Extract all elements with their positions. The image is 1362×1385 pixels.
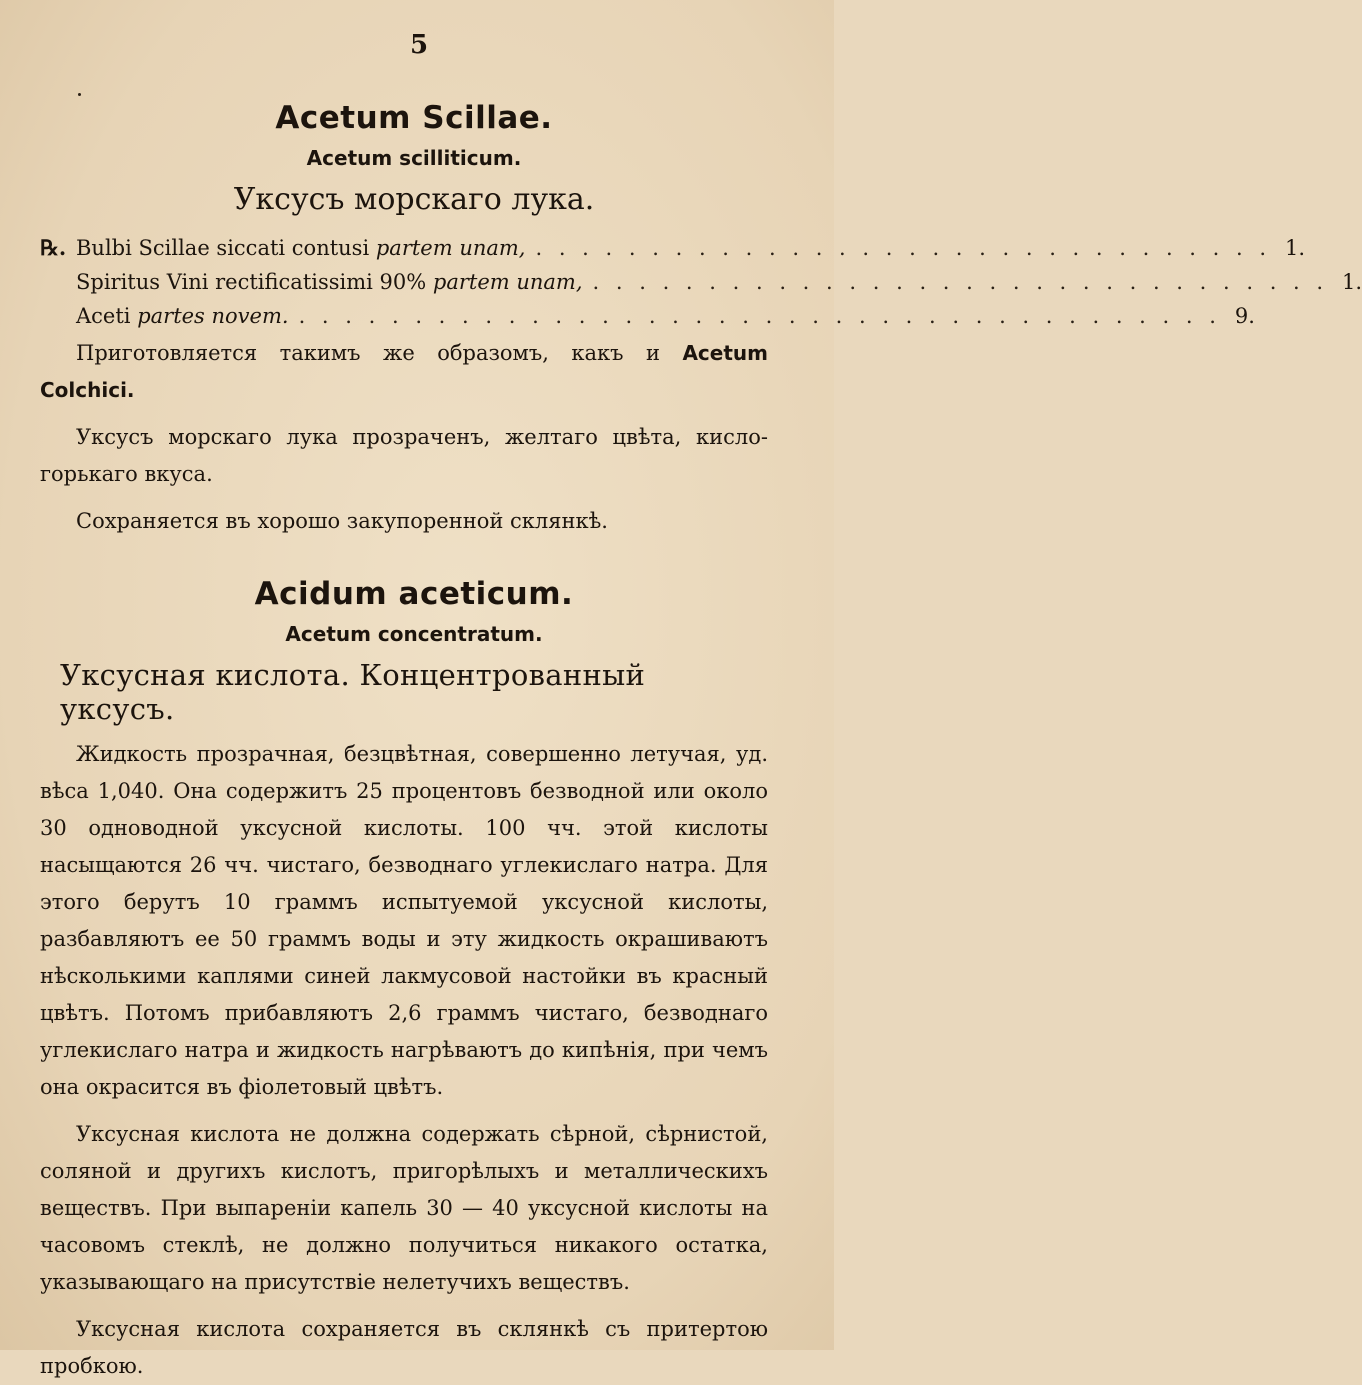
leader-dots: . . . . . . . . . . . . . . . . . . . . . . . . . . . . . . . . . . . . . . . . [298, 304, 1221, 328]
description-paragraph: Уксусъ морскаго лука прозраченъ, желтаго цвѣта, кисло-горькаго вкуса. [40, 425, 768, 486]
section-title-russian: Уксусная кислота. Концентрованный уксусъ. [60, 658, 646, 726]
ingredient: Aceti partes novem. [76, 304, 289, 328]
ingredient-quantity: 9. [1234, 304, 1255, 328]
preparation-paragraph: Приготовляется такимъ же образомъ, какъ и Acetum Colchici. [40, 341, 768, 402]
ingredient-quantity: 1. [1342, 270, 1362, 294]
ingredient: Bulbi Scillae siccati contusi partem unam, [76, 236, 526, 260]
storage-paragraph: Уксусная кислота сохраняется въ склянкѣ съ притертою пробкою. [40, 1317, 768, 1378]
ingredient: Spiritus Vini rectificatissimi 90% partem unam, [76, 270, 583, 294]
section-title-latin: Acidum aceticum. [254, 576, 574, 612]
description-paragraph: Жидкость прозрачная, безцвѣтная, совершенно летучая, уд. вѣса 1,040. Она содержитъ 25 процентовъ безводной или около 30 одноводной уксусной кислоты. 100 чч. этой кислоты насыщаются 26 чч. чистаго, безводнаго углекислаго натра. Для этого берутъ 10 граммъ испытуемой уксусной кислоты, разбавляютъ ее 50 граммъ воды и эту жидкость окрашиваютъ нѣсколькими каплями синей лакмусовой настойки въ красный цвѣтъ. Потомъ прибавляютъ 2,6 граммъ чистаго, безводнаго углекислаго натра и жидкость нагрѣваютъ до кипѣнія, при чемъ она окрасится въ фіолетовый цвѣтъ. [40, 742, 768, 1099]
leader-dots: . . . . . . . . . . . . . . . . . . . . . . . . . . . . . . . . [592, 270, 1329, 294]
recipe-line [40, 265, 1362, 299]
purity-paragraph: Уксусная кислота не должна содержать сѣрной, сѣрнистой, соляной и другихъ кислотъ, пригорѣлыхъ и металлическихъ веществъ. При выпареніи капель 30 — 40 уксусной кислоты на часовомъ стеклѣ, не должно получиться никакого остатка, указывающаго на присутствіе нелетучихъ веществъ. [40, 1122, 768, 1294]
storage-paragraph: Сохраняется въ хорошо закупоренной склянкѣ. [76, 509, 608, 533]
ink-speck [78, 93, 81, 96]
section-acetum-scillae [40, 100, 1362, 540]
recipe-list [40, 231, 1362, 333]
reference-acetum-colchici: Acetum Colchici. [40, 341, 768, 402]
recipe-line [40, 299, 1255, 333]
section-subtitle-latin: Acetum concentratum. [285, 622, 543, 646]
section-title-russian: Уксусъ морскаго лука. [233, 182, 595, 217]
leader-dots: . . . . . . . . . . . . . . . . . . . . . . . . . . . . . . . . [535, 236, 1272, 260]
section-title-latin: Acetum Scillae. [275, 100, 553, 136]
section-subtitle-latin: Acetum scilliticum. [306, 146, 522, 170]
recipe-line [40, 231, 1306, 265]
recipe-symbol: ℞. [40, 235, 67, 260]
ingredient-quantity: 1. [1284, 236, 1306, 260]
section-acidum-aceticum [40, 576, 768, 1385]
page-number: 5 [409, 30, 429, 60]
